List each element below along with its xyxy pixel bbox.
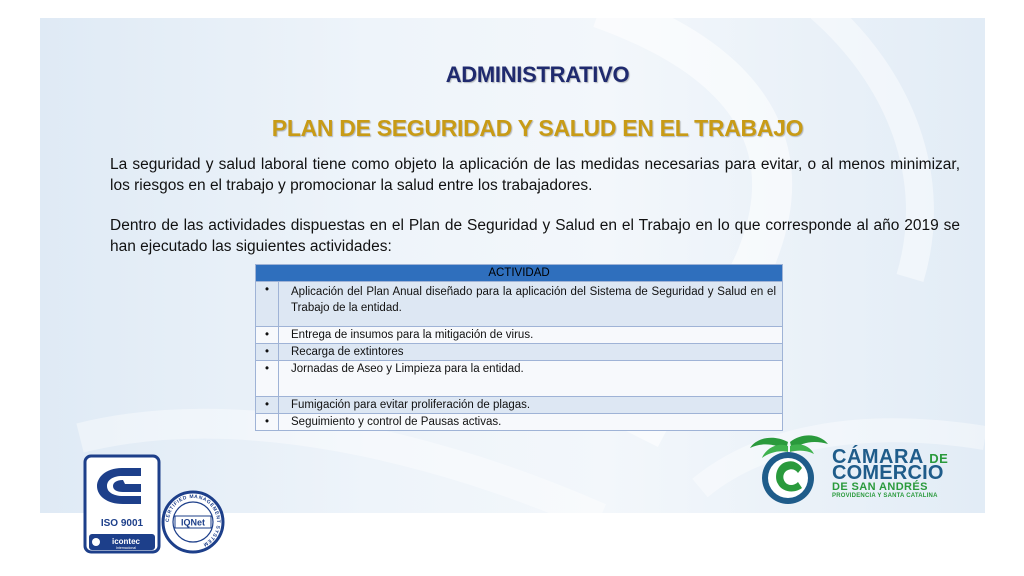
iqnet-label: IQNet: [180, 517, 206, 528]
intro-paragraph: La seguridad y salud laboral tiene como objeto la aplicación de las medidas necesarias para evitar, o al menos minimizar, los riesgos en el trabajo y promocionar la salud entre los trabajadores.: [110, 156, 960, 194]
table-row: [256, 397, 783, 414]
activity-text: Jornadas de Aseo y Limpieza para la entidad.: [279, 361, 783, 397]
camara-line4: PROVIDENCIA Y SANTA CATALINA: [832, 493, 938, 499]
table-header-activity: ACTIVIDAD: [256, 265, 783, 282]
table-row: [256, 282, 783, 327]
bullet: •: [256, 327, 279, 344]
activity-text: Fumigación para evitar proliferación de plagas.: [279, 397, 783, 414]
bullet: •: [256, 414, 279, 431]
iqnet-certified-logo: [161, 490, 225, 554]
bullet: •: [256, 282, 279, 327]
page-title: ADMINISTRATIVO: [445, 62, 630, 87]
table-row: [256, 361, 783, 397]
table-row: [256, 414, 783, 431]
activity-text: Entrega de insumos para la mitigación de virus.: [279, 327, 783, 344]
activity-text: Seguimiento y control de Pausas activas.: [279, 414, 783, 431]
camara-palm-icon: [748, 432, 828, 507]
bullet: •: [256, 361, 279, 397]
bullet: •: [256, 397, 279, 414]
bullet: •: [256, 344, 279, 361]
icontec-sub-label: Internacional: [115, 546, 137, 550]
camara-comercio-logo: [748, 432, 963, 507]
camara-line1b: DE: [929, 451, 949, 466]
camara-line2: COMERCIO: [832, 462, 944, 484]
activities-paragraph: Dentro de las actividades dispuestas en el Plan de Seguridad y Salud en el Trabajo en lo que corresponde al año 2019 se han ejecutado las siguientes actividades:: [110, 217, 960, 255]
camara-line1: CÁMARA: [832, 446, 924, 468]
table-header-row: [256, 265, 783, 282]
icontec-label: icontec: [111, 537, 141, 546]
table-row: [256, 344, 783, 361]
camara-line3: DE SAN ANDRÉS: [832, 481, 928, 493]
iso-label: ISO 9001: [100, 518, 144, 529]
page-subtitle: PLAN DE SEGURIDAD Y SALUD EN EL TRABAJO: [271, 115, 804, 141]
activities-table: [255, 264, 783, 431]
iso-9001-icontec-logo: [83, 454, 161, 554]
activity-text: Aplicación del Plan Anual diseñado para la aplicación del Sistema de Seguridad y Salud en el Trabajo de la entidad.: [279, 282, 783, 327]
activity-text: Recarga de extintores: [279, 344, 783, 361]
table-row: [256, 327, 783, 344]
iqnet-ring-text: CERTIFIED MANAGEMENT SYSTEM: [164, 493, 222, 548]
